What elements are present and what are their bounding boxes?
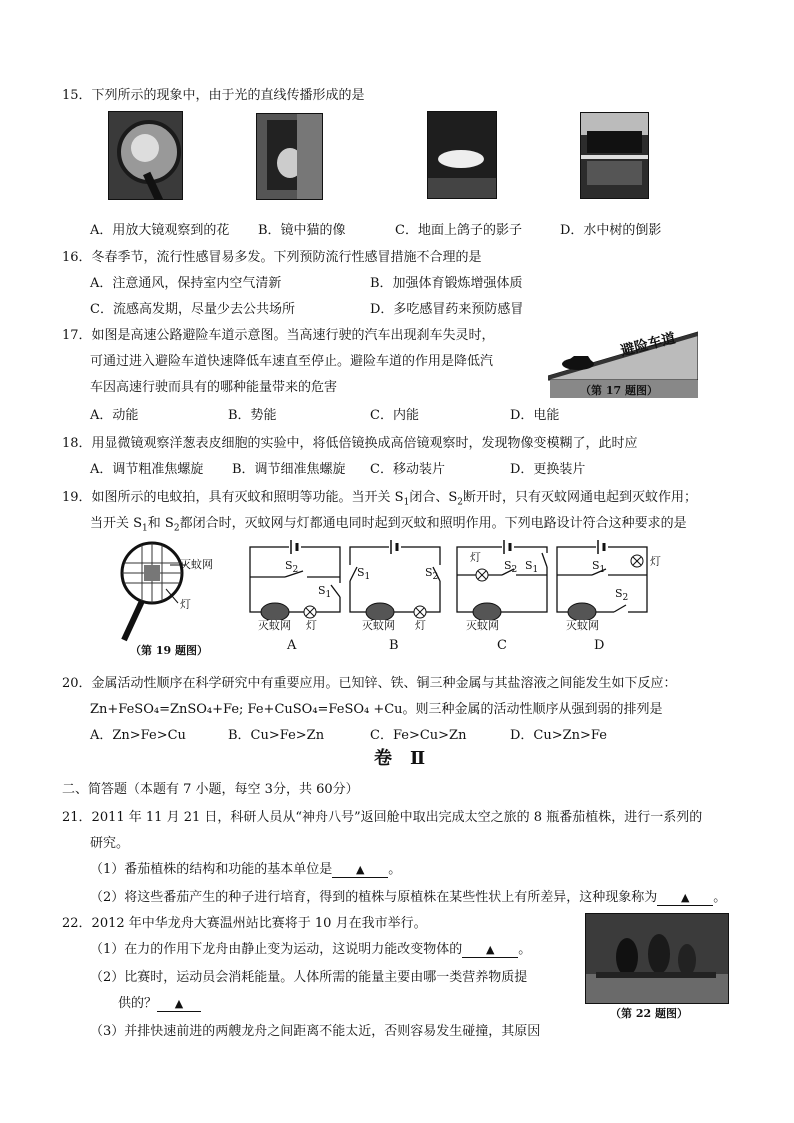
q16-option-c[interactable]: C．流感高发期，尽量少去公共场所 bbox=[90, 302, 295, 317]
q17-figure-caption: （第 17 题图） bbox=[580, 384, 658, 397]
q20-option-d[interactable]: D．Cu>Zn>Fe bbox=[510, 728, 607, 743]
q15-option-d[interactable]: D．水中树的倒影 bbox=[560, 223, 662, 238]
q18-option-c[interactable]: C．移动装片 bbox=[370, 462, 445, 477]
q16-option-a[interactable]: A．注意通风，保持室内空气清新 bbox=[90, 276, 282, 291]
q22-sub1: （1）在力的作用下龙舟由静止变为运动，这说明力能改变物体的 ▲ 。 bbox=[90, 942, 532, 957]
escape-lane-sign: 避险车道 bbox=[619, 330, 678, 360]
q16-option-d[interactable]: D．多吃感冒药来预防感冒 bbox=[370, 302, 524, 317]
q18-option-d[interactable]: D．更换装片 bbox=[510, 462, 586, 477]
circuit-b-label[interactable]: B bbox=[389, 638, 399, 653]
q21-sub1: （1）番茄植株的结构和功能的基本单位是 ▲ 。 bbox=[90, 862, 402, 877]
racket-lamp-label: 灯 bbox=[180, 598, 191, 611]
q20-option-c[interactable]: C．Fe>Cu>Zn bbox=[370, 728, 467, 743]
racket-net-label: 灭蚊网 bbox=[180, 558, 213, 571]
q17-option-b[interactable]: B．势能 bbox=[228, 408, 277, 423]
q20-reaction: Zn+FeSO₄=ZnSO₄+Fe; Fe+CuSO₄=FeSO₄ +Cu。则三种金属的活动性顺序从强到弱的排列是 bbox=[90, 702, 663, 717]
q17-line2: 可通过进入避险车道快速降低车速直至停止。避险车道的作用是降低汽 bbox=[90, 354, 494, 369]
q20-option-b[interactable]: B．Cu>Fe>Zn bbox=[228, 728, 325, 743]
q21-line2: 研究。 bbox=[90, 836, 130, 851]
circuit-a-label[interactable]: A bbox=[287, 638, 297, 653]
q22-line1: 22．2012 年中华龙舟大赛温州站比赛将于 10 月在我市举行。 bbox=[62, 916, 427, 931]
part2-title: 卷 Ⅱ bbox=[374, 748, 426, 769]
q15-option-b[interactable]: B．镜中猫的像 bbox=[258, 223, 346, 238]
q19-line1: 19．如图所示的电蚊拍，具有灭蚊和照明等功能。当开关 $S_1$闭合、$S_2$断开时，只有灭蚊网通电起到灭蚊作用； bbox=[62, 490, 697, 508]
q18-option-a[interactable]: A．调节粗准焦螺旋 bbox=[90, 462, 204, 477]
q17-option-c[interactable]: C．内能 bbox=[370, 408, 419, 423]
q15-option-c[interactable]: C．地面上鸽子的影子 bbox=[395, 223, 522, 238]
q22-sub3: （3）并排快速前进的两艘龙舟之间距离不能太近，否则容易发生碰撞，其原因 bbox=[90, 1024, 541, 1039]
q18-stem: 18．用显微镜观察洋葱表皮细胞的实验中，将低倍镜换成高倍镜观察时，发现物像变模糊了，此时应 bbox=[62, 436, 638, 451]
q22-blank-2[interactable]: ▲ bbox=[157, 996, 201, 1012]
q19-figure-caption: （第 19 题图） bbox=[130, 644, 208, 657]
circuit-d bbox=[552, 535, 657, 620]
q19-line2: 当开关 $S_1$和 $S_2$都闭合时，灭蚊网与灯都通电同时起到灭蚊和照明作用。下列电路设计符合这种要求的是 bbox=[90, 516, 687, 534]
q15-option-a[interactable]: A．用放大镜观察到的花 bbox=[90, 223, 230, 238]
q17-line1: 17．如图是高速公路避险车道示意图。当高速行驶的汽车出现刹车失灵时， bbox=[62, 328, 495, 343]
q22-sub2b: 供的？ ▲ bbox=[118, 992, 201, 1012]
q22-figure-caption: （第 22 题图） bbox=[610, 1007, 688, 1020]
circuit-d-label[interactable]: D bbox=[594, 638, 605, 653]
q21-sub2: （2）将这些番茄产生的种子进行培育，得到的植株与原植株在某些性状上有所差异，这种现象称为 ▲ 。 bbox=[90, 890, 727, 905]
q21-line1: 21．2011 年 11 月 21 日，科研人员从“神舟八号”返回舱中取出完成太空之旅的 8 瓶番茄植株，进行一系列的 bbox=[62, 810, 703, 825]
circuit-c-label[interactable]: C bbox=[497, 638, 507, 653]
section-heading: 二、简答题（本题有 7 小题，每空 3分，共 60分） bbox=[62, 782, 359, 797]
q22-blank-1[interactable]: ▲ bbox=[462, 942, 518, 958]
q20-stem: 20．金属活动性顺序在科学研究中有重要应用。已知锌、铁、铜三种金属与其盐溶液之间能发生如下反应： bbox=[62, 676, 677, 691]
dragon-boat-photo bbox=[585, 913, 729, 1004]
magnifier-flower-photo bbox=[108, 111, 183, 200]
q21-blank-1[interactable]: ▲ bbox=[332, 862, 388, 878]
q18-option-b[interactable]: B．调节细准焦螺旋 bbox=[232, 462, 346, 477]
circuit-a bbox=[245, 535, 345, 620]
q16-option-b[interactable]: B．加强体育锻炼增强体质 bbox=[370, 276, 523, 291]
q22-sub2a: （2）比赛时，运动员会消耗能量。人体所需的能量主要由哪一类营养物质提 bbox=[90, 970, 528, 985]
q20-option-a[interactable]: A．Zn>Fe>Cu bbox=[90, 728, 186, 743]
q15-stem: 15．下列所示的现象中，由于光的直线传播形成的是 bbox=[62, 88, 365, 103]
q17-option-d[interactable]: D．电能 bbox=[510, 408, 560, 423]
tree-reflection-photo bbox=[580, 112, 649, 199]
q17-option-a[interactable]: A．动能 bbox=[90, 408, 139, 423]
q21-blank-2[interactable]: ▲ bbox=[657, 890, 713, 906]
q17-line3: 车因高速行驶而具有的哪种能量带来的危害 bbox=[90, 380, 338, 395]
q16-stem: 16．冬春季节，流行性感冒易多发。下列预防流行性感冒措施不合理的是 bbox=[62, 250, 482, 265]
circuit-c bbox=[452, 535, 552, 620]
cat-mirror-photo bbox=[256, 113, 323, 200]
pigeon-shadow-photo bbox=[427, 111, 497, 199]
